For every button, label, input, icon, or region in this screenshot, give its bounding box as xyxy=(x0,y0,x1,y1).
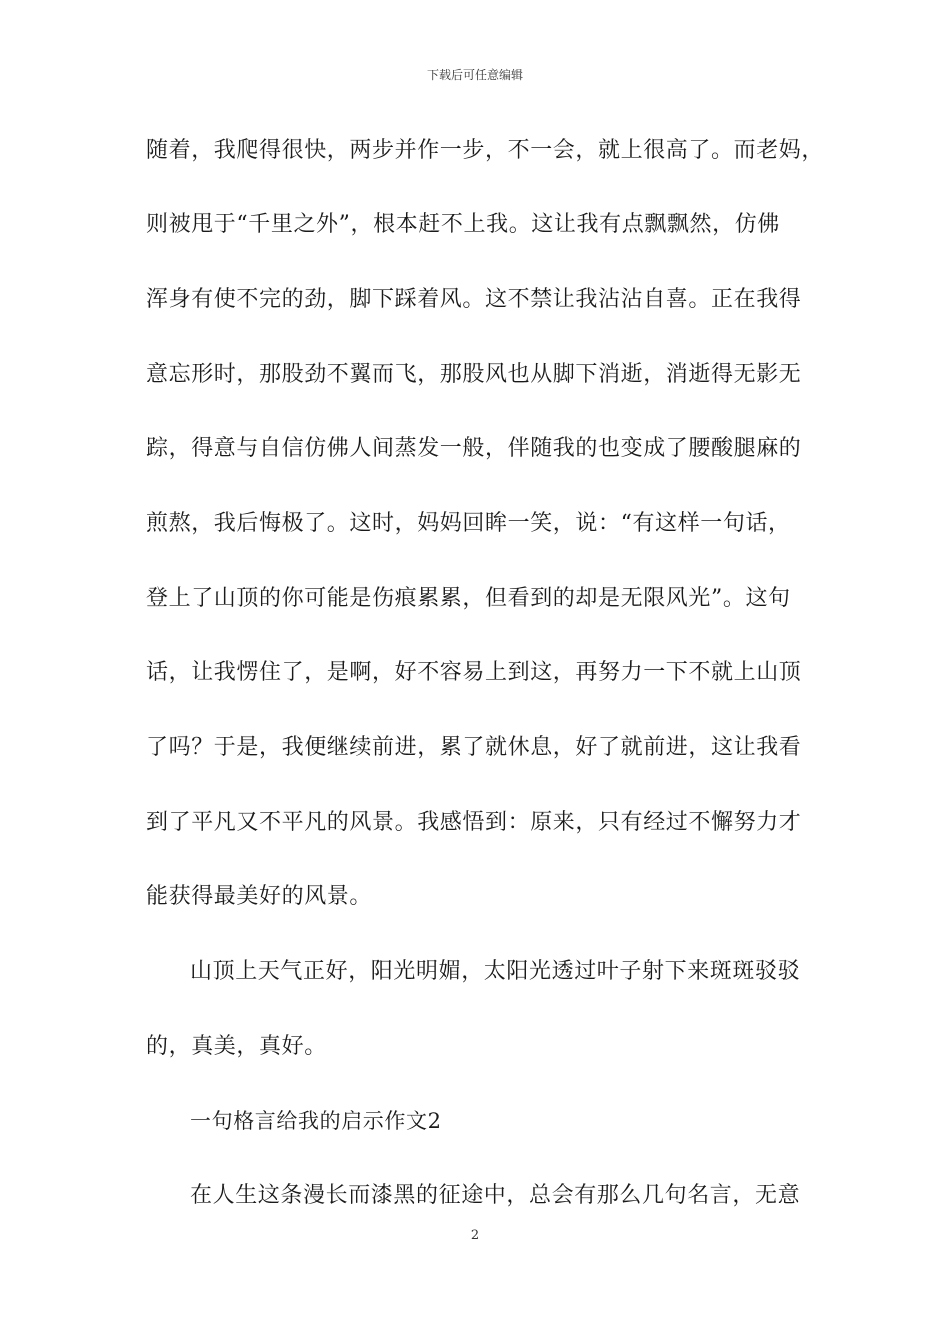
text-line: 的，真美，真好。 xyxy=(146,1034,327,1059)
page-header: 下载后可任意编辑 xyxy=(426,68,523,82)
text-line: 到了平凡又不平凡的风景。我感悟到：原来，只有经过不懈努力才 xyxy=(146,810,802,835)
text-line: 登上了山顶的你可能是伤痕累累，但看到的却是无限风光”。这句 xyxy=(146,586,791,611)
text-line: 话，让我愣住了，是啊，好不容易上到这，再努力一下不就上山顶 xyxy=(146,660,802,685)
text-line: 在人生这条漫长而漆黑的征途中，总会有那么几句名言，无意 xyxy=(190,1183,801,1208)
page-number: 2 xyxy=(470,1228,480,1243)
section-heading: 一句格言给我的启示作文2 xyxy=(190,1109,442,1133)
text-line: 意忘形时，那股劲不翼而飞，那股风也从脚下消逝，消逝得无影无 xyxy=(146,362,802,387)
text-line: 山顶上天气正好，阳光明媚，太阳光透过叶子射下来斑斑驳驳 xyxy=(190,959,801,984)
text-line: 随着，我爬得很快，两步并作一步，不一会，就上很高了。而老妈， xyxy=(146,138,825,163)
text-line: 浑身有使不完的劲，脚下踩着风。这不禁让我沾沾自喜。正在我得 xyxy=(146,287,802,312)
text-line: 煎熬，我后悔极了。这时，妈妈回眸一笑，说：“有这样一句话， xyxy=(146,511,791,536)
text-line: 能获得最美好的风景。 xyxy=(146,884,373,909)
text-line: 踪，得意与自信仿佛人间蒸发一般，伴随我的也变成了腰酸腿麻的 xyxy=(146,436,802,461)
text-line: 了吗？于是，我便继续前进，累了就休息，好了就前进，这让我看 xyxy=(146,735,802,760)
text-line: 则被甩于“千里之外”，根本赶不上我。这让我有点飘飘然，仿佛 xyxy=(146,212,780,237)
